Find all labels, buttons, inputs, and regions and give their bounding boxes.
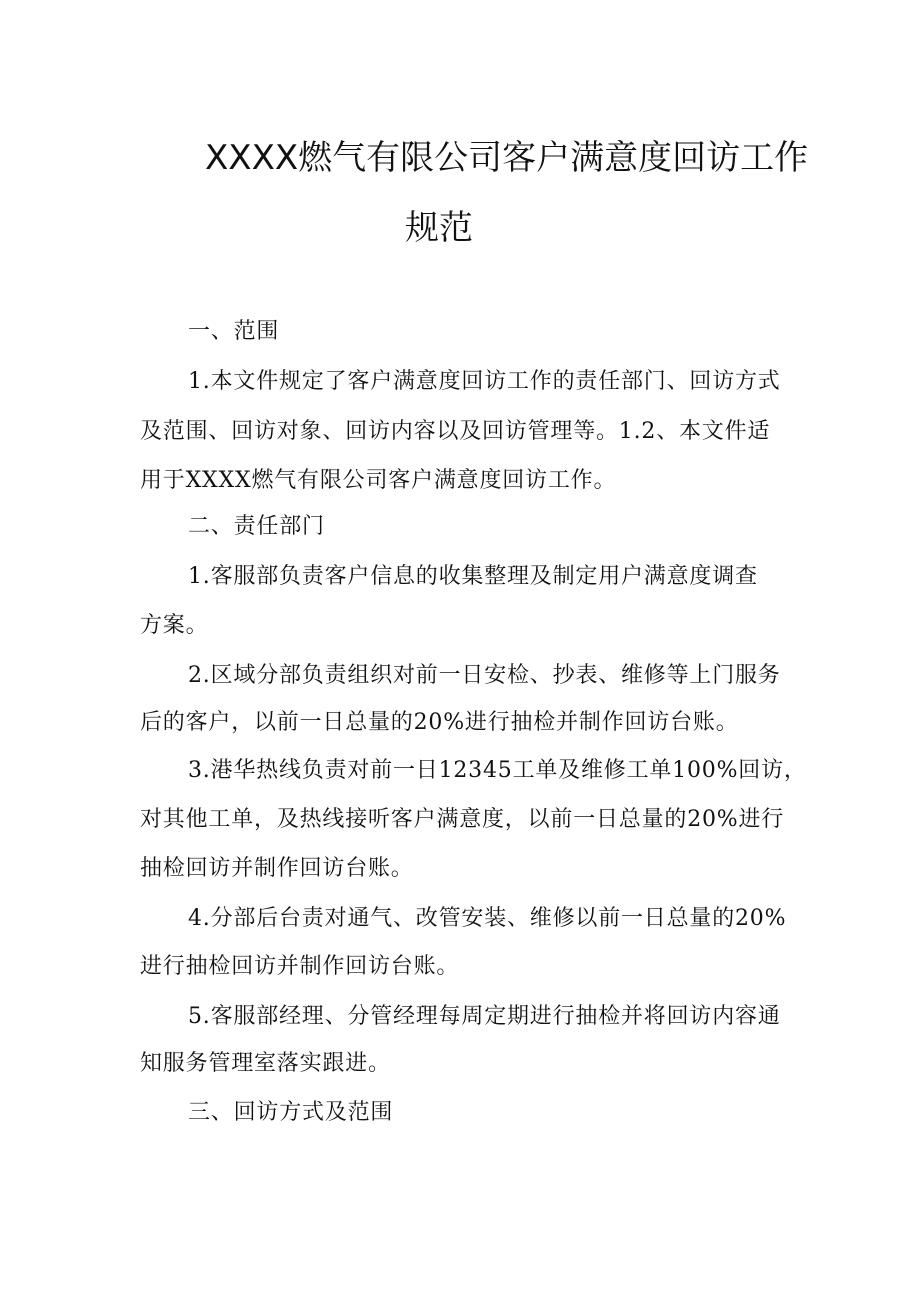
paragraph-line: 1.本文件规定了客户满意度回访工作的责任部门、回访方式 <box>188 369 781 394</box>
section-heading-responsible-department: 二、责任部门 <box>188 514 325 539</box>
paragraph-line: 2.区域分部负责组织对前一日安检、抄表、维修等上门服务 <box>188 663 781 688</box>
paragraph-line: 5.客服部经理、分管经理每周定期进行抽检并将回访内容通 <box>188 1004 781 1029</box>
document-title-line-2: 规范 <box>405 208 473 248</box>
paragraph-line: 4.分部后台责对通气、改管安装、维修以前一日总量的20% <box>188 906 787 931</box>
paragraph-line: 3.港华热线负责对前一日12345工单及维修工单100%回访， <box>188 758 807 783</box>
paragraph-line: 抽检回访并制作回访台账。 <box>140 856 414 881</box>
paragraph-line: 后的客户，以前一日总量的20%进行抽检并制作回访台账。 <box>140 710 739 735</box>
paragraph-line: 知服务管理室落实跟进。 <box>140 1051 391 1076</box>
paragraph-line: 用于XXXX燃气有限公司客户满意度回访工作。 <box>140 468 617 493</box>
paragraph-line: 及范围、回访对象、回访内容以及回访管理等。1.2、本文件适 <box>140 419 771 444</box>
section-heading-visit-method-and-scope: 三、回访方式及范围 <box>188 1100 394 1125</box>
section-heading-scope: 一、范围 <box>188 319 280 344</box>
paragraph-line: 1.客服部负责客户信息的收集整理及制定用户满意度调查 <box>188 564 758 589</box>
paragraph-line: 对其他工单，及热线接听客户满意度，以前一日总量的20%进行 <box>140 807 785 832</box>
document-title-line-1: XXXX燃气有限公司客户满意度回访工作 <box>205 138 809 178</box>
paragraph-line: 进行抽检回访并制作回访台账。 <box>140 954 460 979</box>
paragraph-line: 方案。 <box>140 613 209 638</box>
